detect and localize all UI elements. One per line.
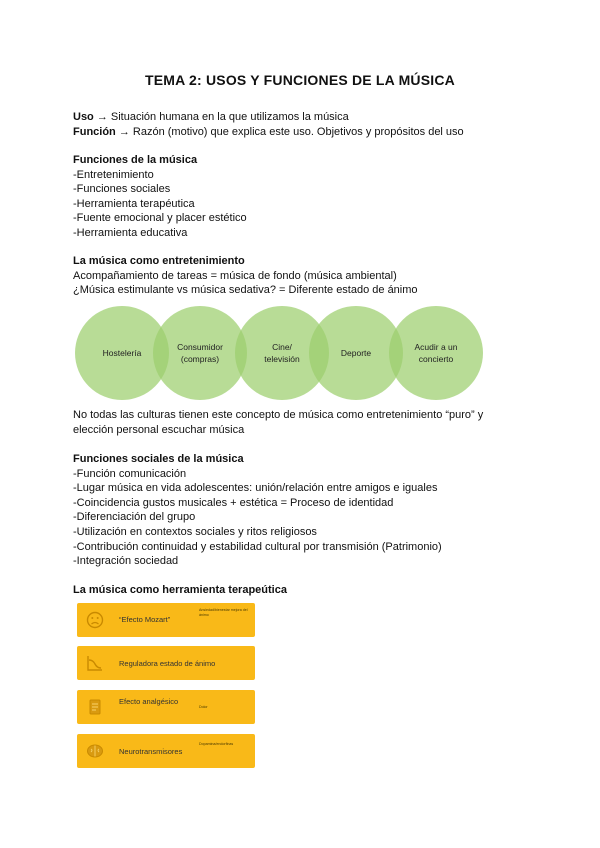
text-line: No todas las culturas tienen este concepto de música como entretenimiento “puro” y bbox=[73, 409, 484, 421]
card-title: “Efecto Mozart” bbox=[119, 615, 171, 624]
label-line: Deporte bbox=[340, 348, 372, 358]
card-note: Dopamina/endorfinas bbox=[199, 742, 234, 746]
label-line: Cine/ bbox=[272, 342, 292, 352]
section-heading: La música como entretenimiento bbox=[73, 255, 245, 267]
definition-funcion bbox=[73, 125, 464, 140]
card-reguladora bbox=[77, 646, 255, 680]
card-title: Neurotransmisores bbox=[119, 747, 183, 756]
card-efecto-analgesico bbox=[77, 690, 255, 724]
label-line: Acudir a un bbox=[414, 342, 458, 352]
entretenimiento-section bbox=[73, 254, 418, 298]
text-line: elección personal escuchar música bbox=[73, 423, 245, 436]
definition-text: → Situación humana en la que utilizamos la música bbox=[93, 111, 349, 123]
page-title: TEMA 2: USOS Y FUNCIONES DE LA MÚSICA bbox=[145, 72, 455, 88]
definitions bbox=[73, 110, 464, 139]
chart-decline-icon bbox=[85, 653, 105, 673]
card-note: Ansiedad/bienestar mejora del ánimo bbox=[199, 608, 248, 617]
definition-uso bbox=[73, 110, 464, 125]
card-efecto-mozart bbox=[77, 603, 255, 637]
text-line: Acompañamiento de tareas = música de fondo (música ambiental) bbox=[73, 269, 397, 282]
list-item: -Herramienta terapéutica bbox=[73, 197, 195, 210]
card-title: Efecto analgésico bbox=[119, 697, 179, 706]
section-heading: Funciones de la música bbox=[73, 154, 198, 166]
brain-icon bbox=[85, 741, 105, 761]
list-item: -Contribución continuidad y estabilidad cultural por transmisión (Patrimonio) bbox=[73, 540, 442, 553]
card-note: Dolor bbox=[199, 705, 208, 709]
funciones-section bbox=[73, 153, 247, 241]
text-line: ¿Música estimulante vs música sedativa? = Diferente estado de ánimo bbox=[73, 284, 418, 297]
circle-label bbox=[153, 306, 247, 400]
section-heading: Funciones sociales de la música bbox=[73, 453, 244, 465]
entretenimiento-note bbox=[73, 408, 483, 437]
sociales-section bbox=[73, 452, 442, 569]
terapeutica-section bbox=[73, 583, 287, 598]
list-item: -Función comunicación bbox=[73, 467, 187, 480]
circle-label bbox=[389, 306, 483, 400]
definition-text: → Razón (motivo) que explica este uso. Objetivos y propósitos del uso bbox=[115, 125, 464, 138]
card-title: Reguladora estado de ánimo bbox=[119, 659, 216, 668]
list-item: -Lugar música en vida adolescentes: unión/relación entre amigos e iguales bbox=[73, 482, 438, 495]
list-item: -Integración sociedad bbox=[73, 555, 179, 568]
section-heading: La música como herramienta terapeútica bbox=[73, 584, 287, 596]
label-line: (compras) bbox=[180, 354, 220, 364]
list-item: -Funciones sociales bbox=[73, 183, 171, 196]
term-funcion: Función bbox=[73, 125, 116, 138]
venn-diagram bbox=[75, 307, 490, 399]
list-item: -Fuente emocional y placer estético bbox=[73, 212, 247, 225]
document-icon bbox=[85, 697, 105, 717]
list-item: -Utilización en contextos sociales y ritos religiosos bbox=[73, 525, 317, 538]
list-item: -Coincidencia gustos musicales + estética = Proceso de identidad bbox=[73, 496, 394, 509]
sad-face-icon bbox=[85, 610, 105, 630]
label-line: televisión bbox=[264, 354, 300, 364]
label-line: Hostelería bbox=[102, 348, 142, 358]
list-item: -Diferenciación del grupo bbox=[73, 511, 196, 524]
term-uso: Uso bbox=[73, 111, 94, 123]
card-neurotransmisores bbox=[77, 734, 255, 768]
list-item: -Herramienta educativa bbox=[73, 226, 188, 239]
label-line: Consumidor bbox=[177, 342, 223, 352]
list-item: -Entretenimiento bbox=[73, 168, 154, 181]
label-line: concierto bbox=[418, 354, 454, 364]
